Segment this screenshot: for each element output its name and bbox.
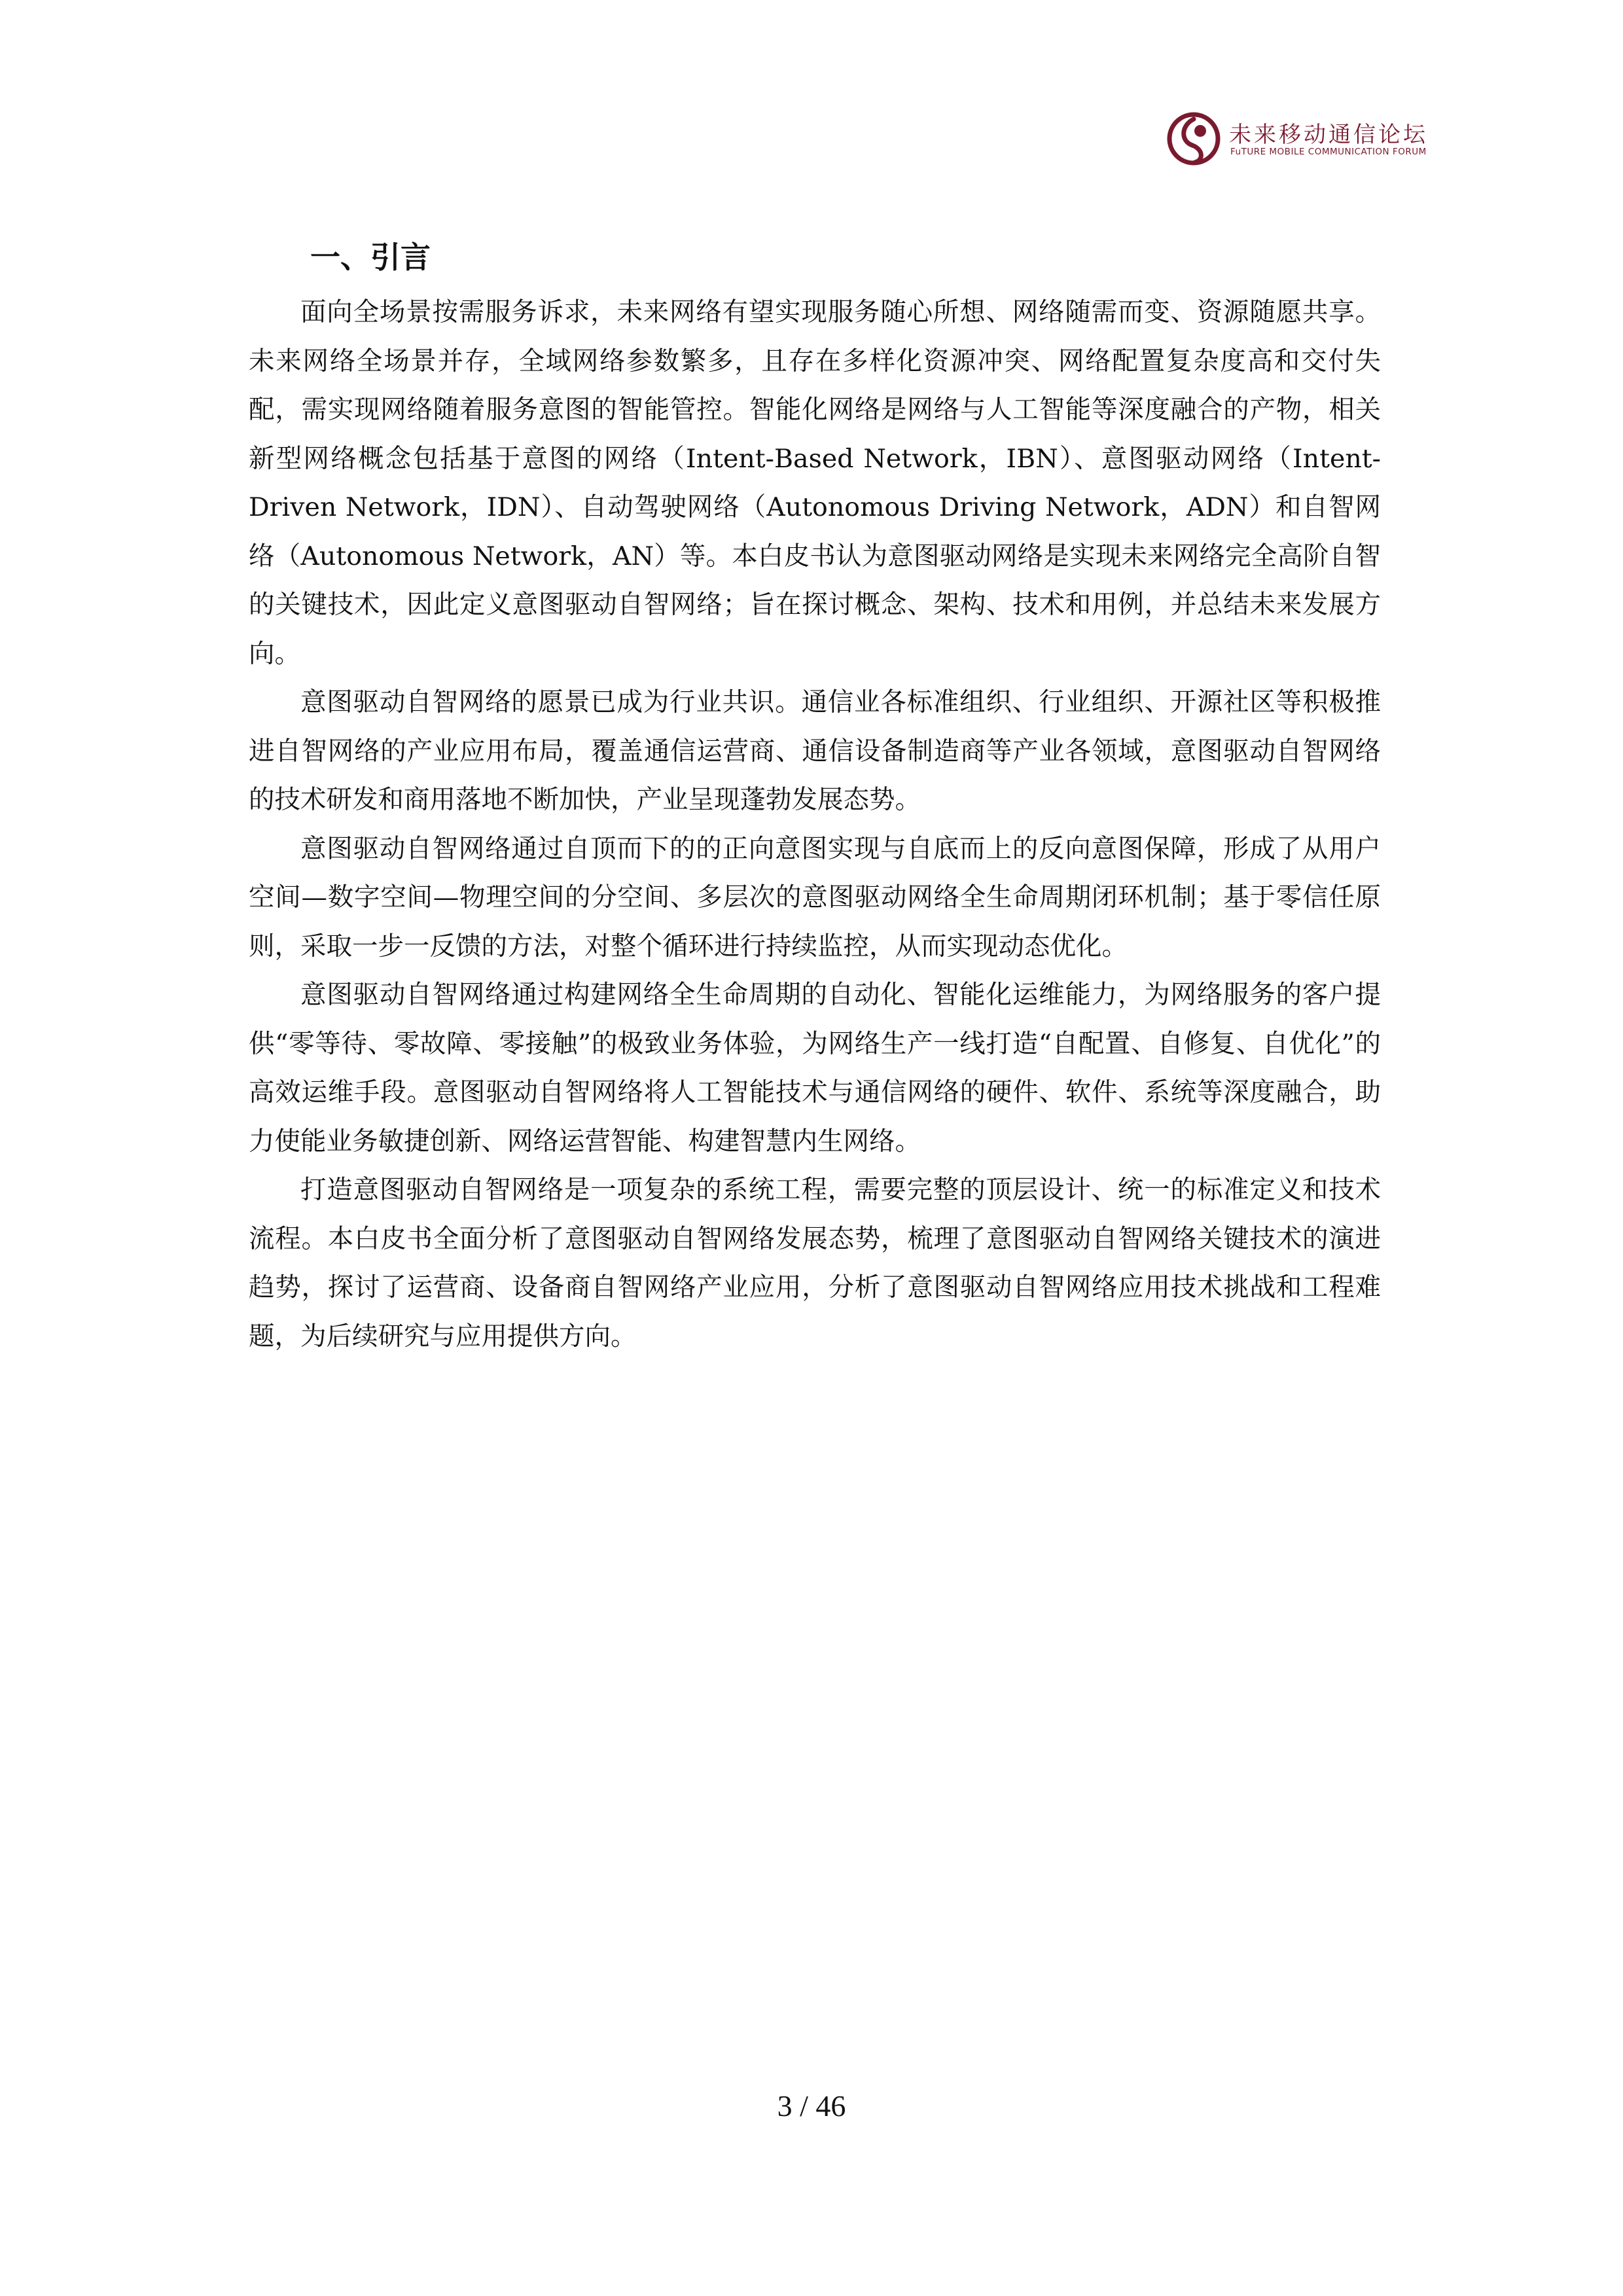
paragraph: 面向全场景按需服务诉求，未来网络有望实现服务随心所想、网络随需而变、资源随愿共享。未来网络全场景并存，全域网络参数繁多，且存在多样化资源冲突、网络配置复杂度高和交付失配，需实现网络随着服务意图的智能管控。智能化网络是网络与人工智能等深度融合的产物，相关新型网络概念包括基于意图的网络（Intent-Based Network，IBN）、意图驱动网络（Intent-Driven Network，IDN）、自动驾驶网络（Autonomous Driving Network，ADN）和自智网络（Autonomous Network，AN）等。本白皮书认为意图驱动网络是实现未来网络完全高阶自智的关键技术，因此定义意图驱动自智网络；旨在探讨概念、架构、技术和用例，并总结未来发展方向。: [249, 297, 1381, 669]
page-number: 3 / 46: [777, 2089, 846, 2123]
paragraph: 意图驱动自智网络的愿景已成为行业共识。通信业各标准组织、行业组织、开源社区等积极推进自智网络的产业应用布局，覆盖通信运营商、通信设备制造商等产业各领域，意图驱动自智网络的技术研发和商用落地不断加快，产业呈现蓬勃发展态势。: [249, 687, 1381, 815]
paragraph: 意图驱动自智网络通过自顶而下的的正向意图实现与自底而上的反向意图保障，形成了从用户空间—数字空间—物理空间的分空间、多层次的意图驱动网络全生命周期闭环机制；基于零信任原则，采取一步一反馈的方法，对整个循环进行持续监控，从而实现动态优化。: [249, 833, 1381, 961]
section-heading: 一、引言: [310, 240, 431, 275]
paragraph: 意图驱动自智网络通过构建网络全生命周期的自动化、智能化运维能力，为网络服务的客户提供“零等待、零故障、零接触”的极致业务体验，为网络生产一线打造“自配置、自修复、自优化”的高效运维手段。意图驱动自智网络将人工智能技术与通信网络的硬件、软件、系统等深度融合，助力使能业务敏捷创新、网络运营智能、构建智慧内生网络。: [249, 980, 1381, 1157]
body-text: [249, 288, 1381, 1361]
forum-name-cn: 未来移动通信论坛: [1229, 122, 1428, 148]
forum-logo: [1166, 111, 1441, 170]
paragraph: 打造意图驱动自智网络是一项复杂的系统工程，需要完整的顶层设计、统一的标准定义和技术流程。本白皮书全面分析了意图驱动自智网络发展态势，梳理了意图驱动自智网络关键技术的演进趋势，探讨了运营商、设备商自智网络产业应用，分析了意图驱动自智网络应用技术挑战和工程难题，为后续研究与应用提供方向。: [249, 1175, 1381, 1352]
forum-logo-icon: [1166, 111, 1221, 166]
forum-name-en: FuTURE MOBILE COMMUNICATION FORUM: [1230, 147, 1427, 157]
